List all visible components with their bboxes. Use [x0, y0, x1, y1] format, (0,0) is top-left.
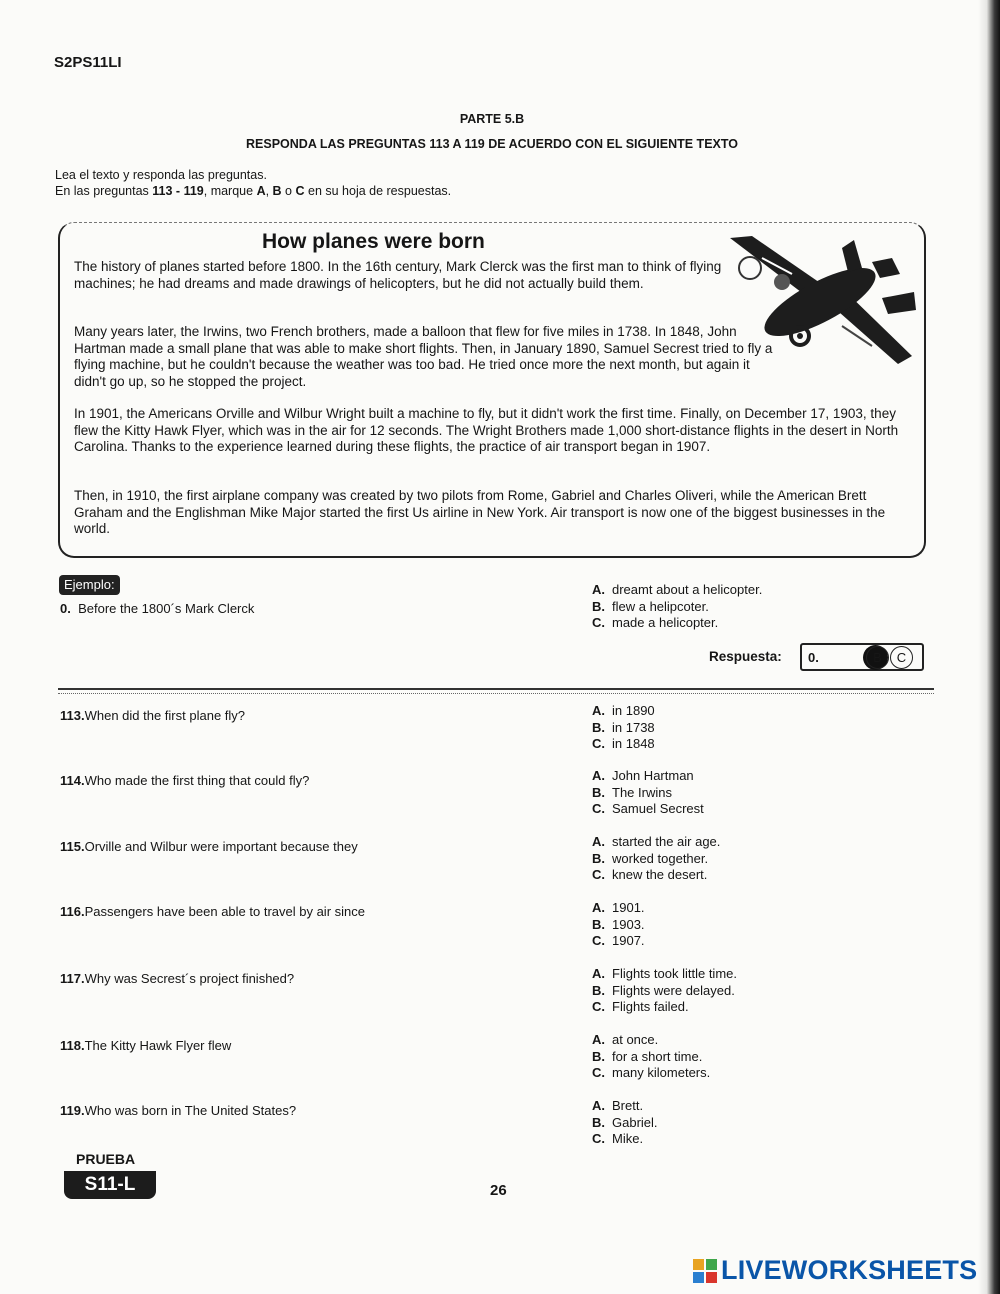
option-118-c[interactable]: C. many kilometers.: [592, 1065, 711, 1080]
option-117-a[interactable]: A. Flights took little time.: [592, 966, 737, 981]
instructions: [55, 167, 451, 199]
liveworksheets-grid-icon: [693, 1259, 717, 1283]
option-114-c[interactable]: C. Samuel Secrest: [592, 801, 704, 816]
story-paragraph-1: The history of planes started before 1800. In the 16th century, Mark Clerck was the first man to think of flying machines; he had dreams and made drawings of helicopters, but he did not actually build them.: [74, 259, 722, 291]
question-114: 114.Who made the first thing that could fly?: [60, 773, 310, 788]
option-119-b[interactable]: B. Gabriel.: [592, 1114, 658, 1130]
section-heading: RESPONDA LAS PREGUNTAS 113 A 119 DE ACUERDO CON EL SIGUIENTE TEXTO: [246, 137, 738, 151]
option-116-a[interactable]: A. 1901.: [592, 900, 645, 915]
story-paragraph-4: Then, in 1910, the first airplane company was created by two pilots from Rome, Gabriel and Charles Oliveri, while the American Brett Graham and the Englishman Mike Major started the first Us airline in New York. Air transport is now one of the biggest businesses in the world.: [74, 488, 886, 536]
story-paragraph-2: Many years later, the Irwins, two French brothers, made a balloon that flew for five miles in 1738. In 1848, John Hartman made a small plane that was able to make short flights. Then, in January 1890, Samuel Secrest tried to fly a flying machine, but he couldn't because the weather was too bad. He tried once more the next month, but again it didn't go up, so he stopped the project.: [74, 324, 773, 389]
part-title: PARTE 5.B: [459, 112, 525, 126]
option-113-a[interactable]: A. in 1890: [592, 703, 655, 718]
option-118-b[interactable]: B. for a short time.: [592, 1048, 703, 1064]
document-code: S2PS11LI: [54, 54, 122, 71]
answer-number: 0.: [808, 650, 819, 665]
story-title: How planes were born: [262, 230, 485, 253]
option-114-a[interactable]: A. John Hartman: [592, 768, 694, 783]
example-question: [60, 601, 254, 616]
option-114-b[interactable]: B. The Irwins: [592, 784, 672, 800]
options-117: [592, 966, 737, 1016]
example-option-a[interactable]: A. dreamt about a helicopter.: [592, 582, 763, 597]
question-117: 117.Why was Secrest´s project finished?: [60, 971, 295, 986]
question-115: 115.Orville and Wilbur were important because they: [60, 839, 358, 854]
options-115: [592, 834, 720, 884]
example-number: 0.: [60, 601, 71, 616]
example-stem: Before the 1800´s Mark Clerck: [78, 601, 255, 616]
option-113-c[interactable]: C. in 1848: [592, 736, 655, 751]
example-option-c[interactable]: C. made a helicopter.: [592, 615, 719, 630]
question-119: 119.Who was born in The United States?: [60, 1103, 297, 1118]
option-113-b[interactable]: B. in 1738: [592, 719, 655, 735]
option-115-c[interactable]: C. knew the desert.: [592, 867, 708, 882]
story-paragraph-3: In 1901, the Americans Orville and Wilbur Wright built a machine to fly, but it didn't work the first time. Finally, on December 17, 1903, they flew the Kitty Hawk Flyer, which was in the air for 12 seconds. The Wright Brothers made 1,000 short-distance flights in the desert in North Carolina. Thanks to the experience learned during these flights, the practice of air transport began in 1907.: [74, 406, 899, 454]
page-number: 26: [490, 1182, 507, 1199]
instruction-line-1: Lea el texto y responda las preguntas.: [55, 168, 267, 182]
question-113: 113.When did the first plane fly?: [60, 708, 246, 723]
option-119-a[interactable]: A. Brett.: [592, 1098, 644, 1113]
instruction-line-2: En las preguntas 113 - 119, marque A, B o C en su hoja de respuestas.: [55, 184, 452, 198]
example-badge: Ejemplo:: [59, 575, 120, 595]
option-116-b[interactable]: B. 1903.: [592, 916, 645, 932]
scan-page-edge: [978, 0, 1000, 1294]
options-118: [592, 1032, 710, 1082]
liveworksheets-logo: [693, 1255, 977, 1286]
liveworksheets-wordmark: LIVEWORKSHEETS: [721, 1255, 978, 1285]
option-118-a[interactable]: A. at once.: [592, 1032, 659, 1047]
option-116-c[interactable]: C. 1907.: [592, 933, 645, 948]
option-115-b[interactable]: B. worked together.: [592, 850, 709, 866]
question-116: 116.Passengers have been able to travel by air since: [60, 904, 365, 919]
option-117-c[interactable]: C. Flights failed.: [592, 999, 689, 1014]
options-116: [592, 900, 645, 950]
option-117-b[interactable]: B. Flights were delayed.: [592, 982, 735, 998]
options-114: [592, 768, 704, 818]
section-divider: [58, 688, 934, 694]
options-119: [592, 1098, 658, 1148]
option-115-a[interactable]: A. started the air age.: [592, 834, 721, 849]
options-113: [592, 703, 655, 753]
test-code-badge: S11-L: [64, 1171, 156, 1199]
example-option-b[interactable]: B. flew a helipcoter.: [592, 598, 709, 614]
option-119-c[interactable]: C. Mike.: [592, 1131, 644, 1146]
airplane-illustration: [722, 228, 918, 368]
answer-bubble-c: C: [890, 646, 913, 669]
question-118: 118.The Kitty Hawk Flyer flew: [60, 1038, 232, 1053]
answer-bubble-b: B: [866, 646, 889, 669]
answer-label: Respuesta:: [709, 649, 782, 664]
example-options: [592, 582, 762, 632]
prueba-label: PRUEBA: [76, 1151, 136, 1167]
